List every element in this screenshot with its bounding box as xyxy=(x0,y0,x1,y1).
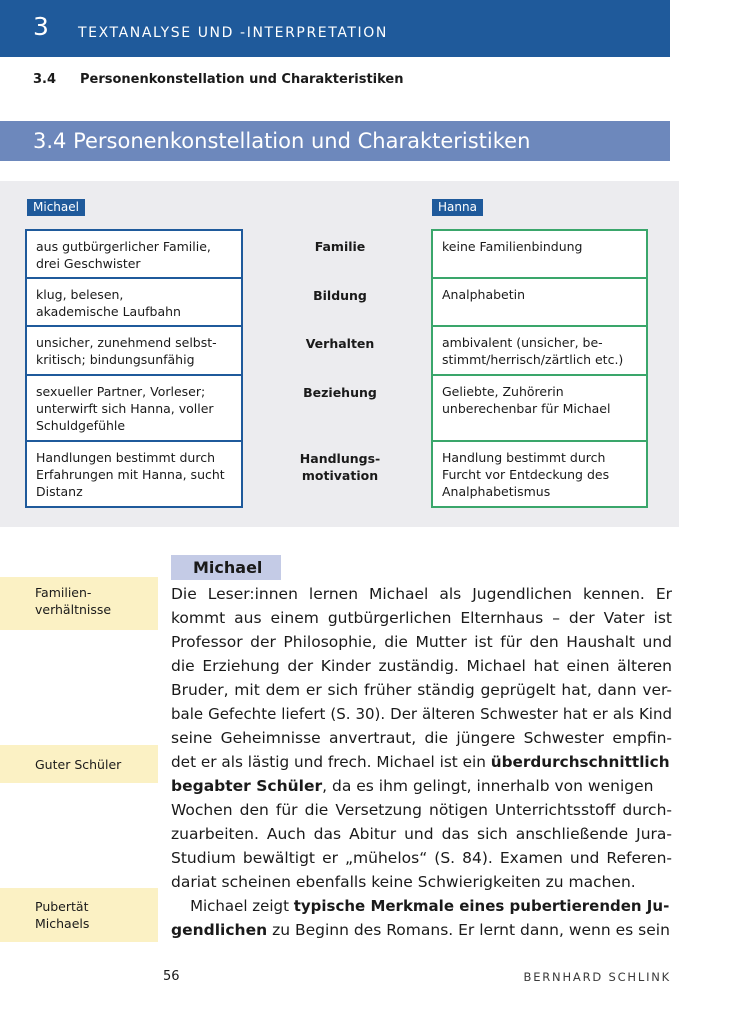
michael-cell-beziehung xyxy=(25,374,243,442)
category-beziehung xyxy=(270,384,410,401)
body-text-segment: dariat scheinen ebenfalls keine Schwierigkeiten zu machen. xyxy=(171,873,636,891)
body-text-line xyxy=(171,894,672,918)
body-text-segment: , da es ihm gelingt, innerhalb von wenigen xyxy=(322,777,654,795)
cell-line: stimmt/herrisch/zärtlich etc.) xyxy=(442,352,624,367)
category-bildung xyxy=(270,287,410,304)
category-line: Verhalten xyxy=(305,336,375,351)
body-text-segment: Michael zeigt xyxy=(171,897,294,915)
hanna-cell-verhalten xyxy=(431,325,648,376)
body-text-line xyxy=(171,846,672,870)
cell-line: aus gutbürgerlicher Familie, xyxy=(36,239,211,254)
body-text-line xyxy=(171,582,672,606)
margin-note-familienverhaeltnisse xyxy=(0,577,158,630)
body-text-line xyxy=(171,918,672,942)
body-text-line xyxy=(171,798,672,822)
category-handlungsmotivation xyxy=(270,450,410,484)
cell-line: drei Geschwister xyxy=(36,256,141,271)
margin-note-pubertaet-michaels xyxy=(0,888,158,942)
body-text-emphasis: begabter Schüler xyxy=(171,777,323,795)
cell-line: kritisch; bindungsunfähig xyxy=(36,352,195,367)
body-text-line xyxy=(171,750,672,774)
margin-note-line: Michaels xyxy=(35,916,90,931)
margin-note-line: Pubertät xyxy=(35,899,89,914)
margin-note-guter-schueler xyxy=(0,745,158,783)
cell-line: Analphabetismus xyxy=(442,484,551,499)
subsection-number: 3.4 xyxy=(33,72,57,87)
cell-line: klug, belesen, xyxy=(36,287,124,302)
body-text-segment: kommt aus einem gutbürgerlichen Elternhaus – der Vater ist xyxy=(171,609,672,627)
category-line: Beziehung xyxy=(303,385,377,400)
body-text-segment: Die Leser:innen lernen Michael als Jugendlichen kennen. Er xyxy=(171,585,672,603)
body-text-segment: Studium bewältigt er „mühelos“ (S. 84). Examen und Referen- xyxy=(171,849,672,867)
chapter-header-bar xyxy=(0,0,670,57)
body-text-emphasis: typische Merkmale eines pubertierenden Ju- xyxy=(293,897,670,915)
body-text-emphasis: überdurchschnittlich xyxy=(490,753,670,771)
category-line: motivation xyxy=(301,468,379,483)
body-text-line xyxy=(171,822,672,846)
body-text-emphasis: gendlichen xyxy=(171,921,268,939)
margin-note-line: verhältnisse xyxy=(35,602,112,617)
body-text-segment: zu Beginn des Romans. Er lernt dann, wenn es sein xyxy=(267,921,670,939)
body-text-segment: Professor der Philosophie, die Mutter ist für den Haushalt und xyxy=(171,633,672,651)
chapter-number: 3 xyxy=(33,12,49,41)
cell-line: Analphabetin xyxy=(442,287,526,302)
michael-profile-heading: Michael xyxy=(171,555,281,580)
cell-line: Handlungen bestimmt durch xyxy=(36,450,216,465)
cell-line: keine Familienbindung xyxy=(442,239,583,254)
cell-line: Distanz xyxy=(36,484,83,499)
category-line: Handlungs- xyxy=(299,451,381,466)
body-text-line xyxy=(171,678,672,702)
cell-line: unterwirft sich Hanna, voller xyxy=(36,401,214,416)
section-title-band xyxy=(0,121,670,161)
cell-line: Geliebte, Zuhörerin xyxy=(442,384,564,399)
body-text-line xyxy=(171,774,672,798)
margin-note-line: Familien- xyxy=(35,585,92,600)
body-text-segment: zuarbeiten. Auch das Abitur und das sich anschließende Jura- xyxy=(171,825,672,843)
cell-line: sexueller Partner, Vorleser; xyxy=(36,384,206,399)
body-text-segment: bale Gefechte liefert (S. 30). Der älteren Schwester hat er als Kind xyxy=(171,705,672,723)
michael-cell-bildung xyxy=(25,277,243,327)
category-line: Bildung xyxy=(313,288,367,303)
michael-cell-familie xyxy=(25,229,243,279)
subsection-title: Personenkonstellation und Charakteristiken xyxy=(80,72,404,87)
running-footer-author: BERNHARD SCHLINK xyxy=(523,970,671,984)
cell-line: Furcht vor Entdeckung des xyxy=(442,467,610,482)
body-text-segment: die Erziehung der Kinder zuständig. Michael hat einen älteren xyxy=(171,657,672,675)
page-number: 56 xyxy=(163,969,180,984)
body-text-segment: Bruder, mit dem er sich früher ständig geprügelt hat, dann ver- xyxy=(171,681,672,699)
cell-line: Handlung bestimmt durch xyxy=(442,450,606,465)
body-text-line xyxy=(171,630,672,654)
hanna-cell-familie xyxy=(431,229,648,279)
category-familie xyxy=(270,238,410,255)
category-line: Familie xyxy=(314,239,366,254)
cell-line: Erfahrungen mit Hanna, sucht xyxy=(36,467,225,482)
hanna-cell-bildung xyxy=(431,277,648,327)
body-text-line xyxy=(171,726,672,750)
michael-cell-handlungsmotivation xyxy=(25,440,243,508)
body-text-line xyxy=(171,702,672,726)
body-text-line xyxy=(171,606,672,630)
margin-note-line: Guter Schüler xyxy=(35,757,122,772)
hanna-cell-beziehung xyxy=(431,374,648,442)
body-text-segment: det er als lästig und frech. Michael ist ein xyxy=(171,753,491,771)
body-text-line xyxy=(171,870,672,894)
body-text-segment: seine Geheimnisse anvertraut, die jüngere Schwester empfin- xyxy=(171,729,672,747)
body-text-line xyxy=(171,654,672,678)
cell-line: ambivalent (unsicher, be- xyxy=(442,335,603,350)
category-verhalten xyxy=(270,335,410,352)
cell-line: Schuldgefühle xyxy=(36,418,126,433)
body-text-segment: Wochen den für die Versetzung nötigen Unterrichtsstoff durch- xyxy=(171,801,672,819)
cell-line: unberechenbar für Michael xyxy=(442,401,611,416)
hanna-column-label: Hanna xyxy=(432,199,483,216)
section-title: 3.4 Personenkonstellation und Charakteristiken xyxy=(33,129,531,153)
michael-cell-verhalten xyxy=(25,325,243,376)
cell-line: akademische Laufbahn xyxy=(36,304,181,319)
cell-line: unsicher, zunehmend selbst- xyxy=(36,335,217,350)
michael-column-label: Michael xyxy=(27,199,85,216)
hanna-cell-handlungsmotivation xyxy=(431,440,648,508)
chapter-title: TEXTANALYSE UND -INTERPRETATION xyxy=(78,25,388,41)
